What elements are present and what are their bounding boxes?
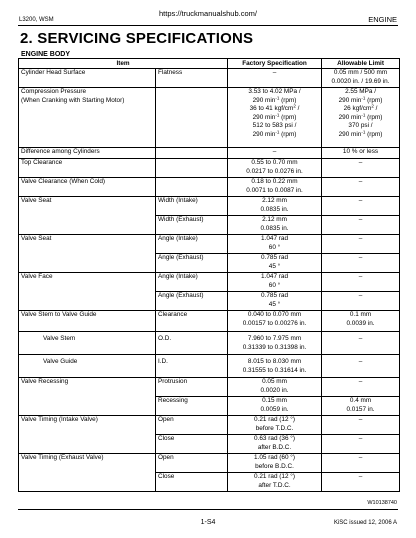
limit-cell: –: [322, 378, 400, 397]
sub-item-cell: Width (Intake): [156, 197, 228, 216]
table-row: [19, 197, 400, 216]
limit-cell: –: [322, 197, 400, 216]
limit-cell: 0.1 mm 0.0039 in.: [322, 311, 400, 332]
header-rule: [18, 25, 398, 26]
limit-cell: –: [322, 254, 400, 273]
sub-item-cell: Angle (Exhaust): [156, 254, 228, 273]
limit-cell: –: [322, 473, 400, 492]
item-cell: Valve Seat: [19, 197, 156, 235]
column-header-item: Item: [19, 59, 228, 69]
table-row: [19, 355, 400, 378]
spec-table: [18, 58, 400, 492]
factory-spec-cell: 0.785 rad 45 °: [228, 254, 322, 273]
item-cell: Valve Seat: [19, 235, 156, 273]
limit-cell: –: [322, 235, 400, 254]
factory-spec-cell: 0.040 to 0.070 mm 0.00157 to 0.00276 in.: [228, 311, 322, 332]
factory-spec-cell: 0.15 mm 0.0059 in.: [228, 397, 322, 416]
column-header-factory: Factory Specification: [228, 59, 322, 69]
factory-spec-cell: –: [228, 69, 322, 88]
sub-item-cell: Open: [156, 454, 228, 473]
item-cell: Difference among Cylinders: [19, 148, 156, 159]
limit-cell: –: [322, 216, 400, 235]
factory-spec-cell: –: [228, 148, 322, 159]
limit-cell: 2.55 MPa / 290 $\min^{-1} (rpm)$ 26 kgf/$cm^2$ / 290 $\min^{-1} (rpm)$ 370 psi / 290 $\min^{-1} (rpm)$: [322, 88, 400, 148]
table-row: [19, 454, 400, 473]
limit-cell: –: [322, 435, 400, 454]
table-row: [19, 332, 400, 355]
limit-cell: 0.05 mm / 500 mm 0.0020 in. / 19.69 in.: [322, 69, 400, 88]
issue-info: KiSC issued 12, 2006 A: [333, 520, 397, 526]
sub-item-cell: Recessing: [156, 397, 228, 416]
item-cell: Valve Timing (Intake Valve): [19, 416, 156, 454]
limit-cell: –: [322, 355, 400, 378]
limit-cell: –: [322, 292, 400, 311]
page-title: 2. SERVICING SPECIFICATIONS: [20, 30, 254, 47]
table-row: [19, 311, 400, 332]
table-header-row: [19, 59, 400, 69]
factory-spec-cell: 0.55 to 0.70 mm 0.0217 to 0.0276 in.: [228, 159, 322, 178]
limit-cell: 0.4 mm 0.0157 in.: [322, 397, 400, 416]
sub-item-cell: [156, 159, 228, 178]
item-cell: Valve Stem to Valve Guide: [19, 311, 156, 332]
factory-spec-cell: 0.21 rad (12 °) after T.D.C.: [228, 473, 322, 492]
limit-cell: –: [322, 332, 400, 355]
factory-spec-cell: 2.12 mm 0.0835 in.: [228, 197, 322, 216]
sub-item-cell: Angle (Intake): [156, 235, 228, 254]
sub-item-cell: Open: [156, 416, 228, 435]
table-row: [19, 178, 400, 197]
table-row: [19, 416, 400, 435]
sub-item-cell: Close: [156, 473, 228, 492]
item-cell: Top Clearance: [19, 159, 156, 178]
factory-spec-cell: 0.785 rad 45 °: [228, 292, 322, 311]
table-row: [19, 88, 400, 148]
item-cell: Valve Recessing: [19, 378, 156, 416]
sub-item-cell: Clearance: [156, 311, 228, 332]
limit-cell: –: [322, 273, 400, 292]
limit-cell: –: [322, 416, 400, 435]
factory-spec-cell: 1.047 rad 60 °: [228, 273, 322, 292]
item-cell: Valve Timing (Exhaust Valve): [19, 454, 156, 492]
header-section: ENGINE: [368, 15, 397, 24]
item-cell: Valve Clearance (When Cold): [19, 178, 156, 197]
sub-item-cell: Close: [156, 435, 228, 454]
factory-spec-cell: 1.047 rad 60 °: [228, 235, 322, 254]
factory-spec-cell: 0.05 mm 0.0020 in.: [228, 378, 322, 397]
factory-spec-cell: 2.12 mm 0.0835 in.: [228, 216, 322, 235]
item-cell: Valve Guide: [19, 355, 156, 378]
figure-code: W10138740: [367, 500, 397, 506]
item-cell: Compression Pressure (When Cranking with Starting Motor): [19, 88, 156, 148]
item-cell: Valve Stem: [19, 332, 156, 355]
sub-item-cell: Angle (Intake): [156, 273, 228, 292]
sub-item-cell: I.D.: [156, 355, 228, 378]
sub-item-cell: [156, 148, 228, 159]
sub-item-cell: Flatness: [156, 69, 228, 88]
page-number: 1-S4: [200, 519, 216, 526]
sub-item-cell: Width (Exhaust): [156, 216, 228, 235]
sub-item-cell: O.D.: [156, 332, 228, 355]
section-heading: ENGINE BODY: [21, 51, 71, 58]
sub-item-cell: [156, 88, 228, 148]
sub-item-cell: Protrusion: [156, 378, 228, 397]
factory-spec-cell: 0.63 rad (36 °) after B.D.C.: [228, 435, 322, 454]
limit-cell: –: [322, 454, 400, 473]
table-row: [19, 159, 400, 178]
factory-spec-cell: 1.05 rad (60 °) before B.D.C.: [228, 454, 322, 473]
limit-cell: 10 % or less: [322, 148, 400, 159]
table-row: [19, 148, 400, 159]
factory-spec-cell: 3.53 to 4.02 MPa / 290 $\min^{-1} (rpm)$ 36 to 41 kgf/$cm^2$ / 290 $\min^{-1} (rpm)$ 512 to 583 psi / 290 $\min^{-1} (rpm)$: [228, 88, 322, 148]
factory-spec-cell: 7.960 to 7.975 mm 0.31339 to 0.31398 in.: [228, 332, 322, 355]
sub-item-cell: [156, 178, 228, 197]
column-header-limit: Allowable Limit: [322, 59, 400, 69]
factory-spec-cell: 8.015 to 8.030 mm 0.31555 to 0.31614 in.: [228, 355, 322, 378]
item-cell: Cylinder Head Surface: [19, 69, 156, 88]
footer-rule: [18, 509, 398, 510]
table-row: [19, 378, 400, 397]
limit-cell: –: [322, 178, 400, 197]
table-row: [19, 273, 400, 292]
table-row: [19, 235, 400, 254]
table-row: [19, 69, 400, 88]
header-model: L3200, WSM: [19, 17, 54, 23]
limit-cell: –: [322, 159, 400, 178]
source-url[interactable]: https://truckmanualshub.com/: [159, 9, 257, 18]
sub-item-cell: Angle (Exhaust): [156, 292, 228, 311]
factory-spec-cell: 0.21 rad (12 °) before T.D.C.: [228, 416, 322, 435]
item-cell: Valve Face: [19, 273, 156, 311]
factory-spec-cell: 0.18 to 0.22 mm 0.0071 to 0.0087 in.: [228, 178, 322, 197]
